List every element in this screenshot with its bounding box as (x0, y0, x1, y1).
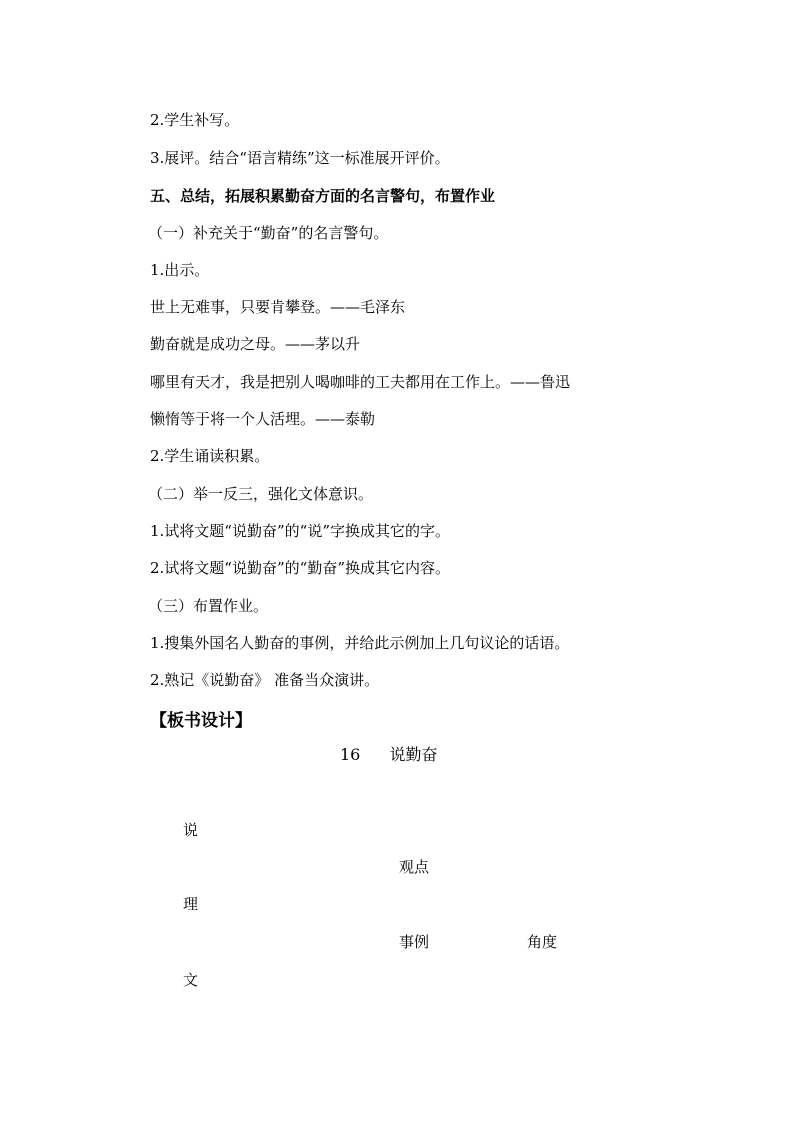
board-char-wen: 文 (183, 971, 199, 989)
board-viewpoint: 观点 (399, 858, 430, 876)
board-design-heading: 【板书设计】 (150, 711, 252, 731)
lesson-number: 16 (340, 745, 361, 764)
board-angle: 角度 (527, 933, 558, 951)
board-lesson-title (340, 745, 437, 765)
quote-mao-yisheng: 勤奋就是成功之母。——茅以升 (150, 335, 361, 353)
subsection-three: （三）布置作业。 (148, 597, 269, 615)
subsection-two: （二）举一反三，强化文体意识。 (148, 485, 374, 503)
step-evaluation: 3.展评。结合“语言精练”这一标准展开评价。 (150, 149, 450, 167)
exercise-two: 2.试将文题“说勤奋”的“勤奋”换成其它内容。 (150, 559, 450, 577)
step-show: 1.出示。 (150, 261, 210, 279)
homework-two: 2.熟记《说勤奋》 准备当众演讲。 (150, 671, 380, 689)
lesson-title: 说勤奋 (389, 745, 438, 764)
board-char-li: 理 (183, 895, 199, 913)
step-recite: 2.学生诵读积累。 (150, 447, 270, 465)
quote-luxun: 哪里有天才，我是把别人喝咖啡的工夫都用在工作上。——鲁迅 (150, 373, 571, 391)
exercise-one: 1.试将文题“说勤奋”的“说”字换成其它的字。 (150, 522, 450, 540)
section-five-heading: 五、总结，拓展积累勤奋方面的名言警句，布置作业 (150, 187, 496, 205)
homework-one: 1.搜集外国名人勤奋的事例，并给此示例加上几句议论的话语。 (150, 634, 570, 652)
subsection-one: （一）补充关于“勤奋”的名言警句。 (148, 224, 389, 242)
quote-taylor: 懒惰等于将一个人活埋。——泰勒 (150, 410, 376, 428)
quote-mao: 世上无难事，只要肯攀登。——毛泽东 (150, 298, 406, 316)
step-student-write: 2.学生补写。 (150, 111, 240, 129)
board-char-shuo: 说 (183, 821, 199, 839)
board-example: 事例 (399, 933, 430, 951)
